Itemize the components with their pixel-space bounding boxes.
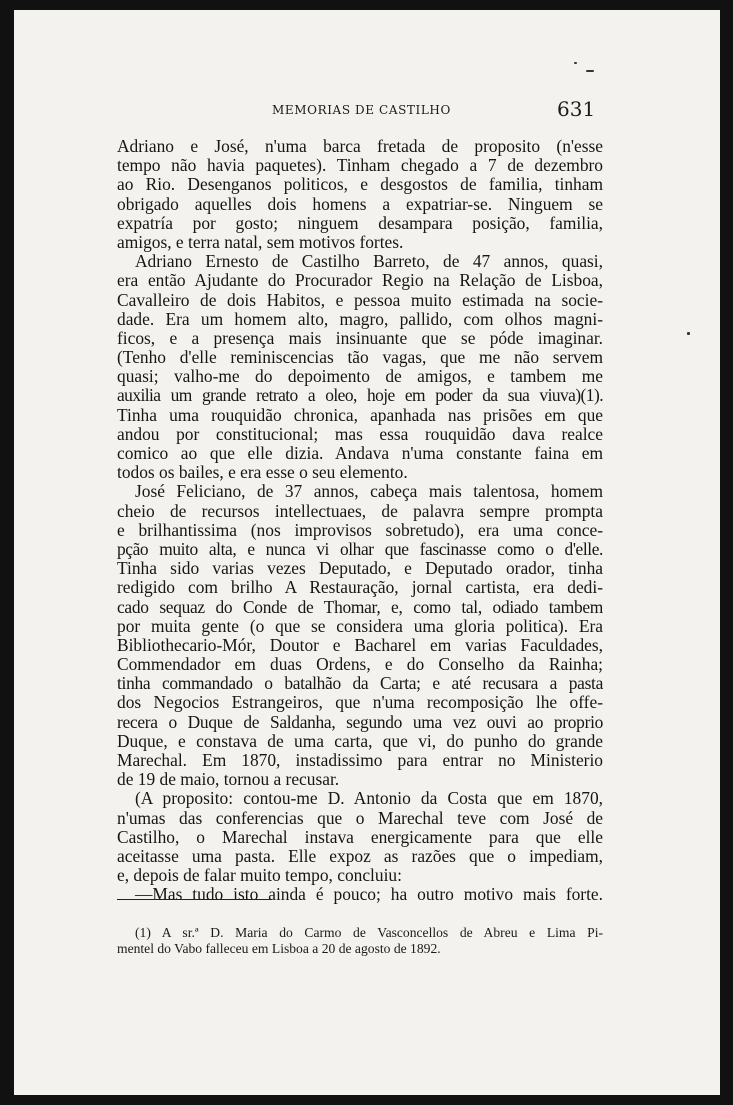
text-line: expatría por gosto; ninguem desampara posição, familia, (117, 212, 603, 233)
print-speck (586, 70, 594, 72)
text-line: redigido com brilho A Restauração, jornal cartista, era dedi- (117, 577, 603, 598)
text-line: quasi; valho-me do depoimento de amigos, e tambem me (117, 366, 603, 387)
text-line: cado sequaz do Conde de Thomar, e, como tal, odiado tambem (117, 596, 603, 617)
text-line: dade. Era um homem alto, magro, pallido, com olhos magni- (117, 308, 603, 329)
running-head: MEMORIAS DE CASTILHO (272, 103, 451, 117)
text-line: era então Ajudante do Procurador Regio na Relação de Lisboa, (117, 270, 603, 291)
text-line: pção muito alta, e nunca vi olhar que fascinasse como o d'elle. (117, 538, 603, 559)
text-line: Castilho, o Marechal instava energicamente para que elle (117, 826, 603, 847)
print-speck (687, 332, 690, 335)
text-line: comico ao que elle dizia. Andava n'uma constante faina em (117, 443, 603, 463)
text-line: Adriano Ernesto de Castilho Barreto, de 47 annos, quasi, (135, 251, 603, 272)
text-line: amigos, e terra natal, sem motivos fortes. (117, 231, 404, 252)
text-line: Tinha sido varias vezes Deputado, e Deputado orador, tinha (117, 558, 603, 579)
text-line: Marechal. Em 1870, instadissimo para entrar no Ministerio (117, 750, 603, 770)
print-speck (574, 62, 577, 64)
text-line: Duque, e constava de uma carta, que vi, do punho do grande (117, 730, 603, 751)
text-line: auxilia um grande retrato a oleo, hoje em poder da sua viuva)(1). (117, 385, 603, 406)
text-line: (Tenho d'elle reminiscencias tão vagas, que me não servem (117, 347, 603, 368)
text-line: (A proposito: contou-me D. Antonio da Costa que em 1870, (135, 788, 603, 809)
text-line: Cavalleiro de dois Habitos, e pessoa muito estimada na socie- (117, 289, 603, 310)
footnote-line: (1) A sr.ª D. Maria do Carmo de Vasconcellos de Abreu e Lima Pi- (135, 925, 603, 940)
page-header (14, 97, 720, 121)
text-line: n'umas das conferencias que o Marechal teve com José de (117, 807, 603, 828)
page-number: 631 (557, 97, 596, 121)
text-line: de 19 de maio, tornou a recusar. (117, 769, 340, 790)
body-text (117, 137, 603, 905)
text-line: e brilhantissima (nos improvisos sobretudo), era uma conce- (117, 519, 603, 540)
text-line: dos Negocios Estrangeiros, que n'uma recomposição lhe offe- (117, 692, 603, 713)
text-line: por muita gente (o que se considera uma gloria politica). Era (117, 615, 603, 636)
text-line: —Mas tudo isto ainda é pouco; ha outro motivo mais forte. (135, 884, 603, 905)
text-line: tinha commandado o batalhão da Carta; e até recusara a pasta (117, 673, 603, 694)
text-line: e, depois de falar muito tempo, concluiu: (117, 865, 402, 886)
text-line: Adriano e José, n'uma barca fretada de proposito (n'esse (117, 136, 603, 156)
text-line: Tinha uma rouquidão chronica, apanhada nas prisões em que (117, 404, 603, 425)
text-line: obrigado aquelles dois homens a expatriar-se. Ninguem se (117, 193, 603, 214)
text-line: José Feliciano, de 37 annos, cabeça mais talentosa, homem (135, 481, 603, 502)
text-line: Bibliothecario-Mór, Doutor e Bacharel em varias Faculdades, (117, 634, 603, 655)
text-line: recera o Duque de Saldanha, segundo uma vez ouvi ao proprio (117, 711, 603, 732)
book-page (14, 10, 720, 1095)
text-line: ao Rio. Desenganos politicos, e desgostos de familia, tinham (117, 174, 603, 195)
footnote-line: mentel do Vabo falleceu em Lisboa a 20 de agosto de 1892. (117, 941, 441, 956)
text-line: cheio de recursos intellectuaes, de palavra sempre prompta (117, 500, 603, 521)
text-line: Commendador em duas Ordens, e do Conselho da Rainha; (117, 654, 603, 675)
text-line: aceitasse uma pasta. Elle expoz as razões que o impediam, (117, 845, 603, 866)
text-line: tempo não havia paquetes). Tinham chegado a 7 de dezembro (117, 155, 603, 176)
text-line: ficos, e a presença mais insinuante que se póde imaginar. (117, 327, 603, 348)
footnote (117, 925, 603, 957)
footnote-rule (117, 899, 272, 900)
text-line: andou por constitucional; mas essa rouquidão dava realce (117, 423, 603, 444)
text-line: todos os bailes, e era esse o seu elemento. (117, 462, 408, 483)
